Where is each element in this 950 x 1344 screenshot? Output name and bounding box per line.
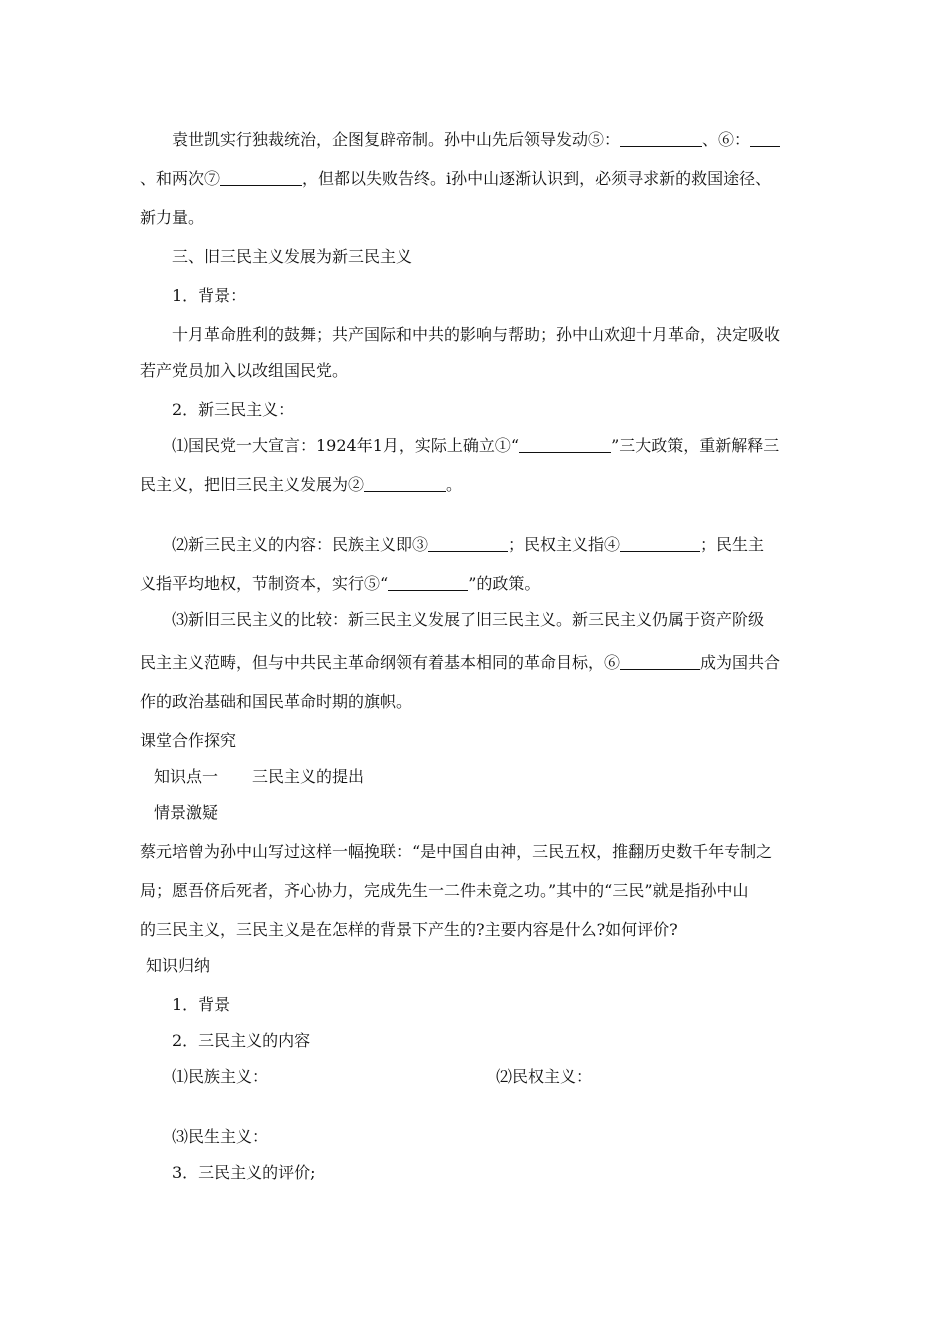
scene-line-2: 局；愿吾侪后死者，齐心协力，完成先生一二件未竟之功。”其中的“三民”就是指孙中山	[140, 881, 749, 900]
blank-2	[364, 475, 446, 492]
summary-item-1: 1．背景	[172, 995, 231, 1014]
text: ”的政策。	[468, 574, 541, 593]
sun-yatsen-line-3: 新力量。	[140, 208, 205, 227]
point-label: 知识点一	[154, 767, 219, 786]
new-principles-p1-line-1	[172, 436, 779, 456]
sun-yatsen-line-1	[172, 130, 780, 150]
text: ；民生主	[700, 535, 765, 554]
text: 、⑥：	[702, 130, 751, 149]
background-line-2: 若产党员加入以改组国民党。	[140, 361, 349, 380]
new-principles-title: 2．新三民主义：	[172, 400, 295, 419]
text: ⑴国民党一大宣言：1924年1月，实际上确立①“	[172, 436, 520, 455]
summary-item-2a: ⑴民族主义：	[172, 1067, 269, 1086]
text: 民主义，把旧三民主义发展为②	[140, 475, 365, 494]
text: ”三大政策，重新解释三	[611, 436, 780, 455]
new-principles-p3-line-3: 作的政治基础和国民革命时期的旗帜。	[140, 692, 413, 711]
blank-4	[620, 535, 700, 552]
text: ，但都以失败告终。i孙中山逐渐认识到，必须寻求新的救国途径、	[302, 169, 772, 188]
point-title: 三民主义的提出	[252, 767, 365, 786]
blank-3	[428, 535, 508, 552]
scene-line-3: 的三民主义，三民主义是在怎样的背景下产生的?主要内容是什么?如何评价?	[140, 920, 678, 939]
new-principles-p1-line-2	[140, 475, 462, 495]
text: 民主主义范畴，但与中共民主革命纲领有着基本相同的革命目标，⑥	[140, 653, 621, 672]
summary-item-2c: ⑶民生主义：	[172, 1127, 269, 1146]
classroom-title: 课堂合作探究	[140, 731, 237, 750]
new-principles-p3-line-1: ⑶新旧三民主义的比较：新三民主义发展了旧三民主义。新三民主义仍属于资产阶级	[172, 610, 765, 629]
background-title: 1．背景：	[172, 286, 247, 305]
text: ⑵新三民主义的内容：民族主义即③	[172, 535, 429, 554]
knowledge-point-1	[154, 767, 364, 787]
new-principles-p3-line-2	[140, 653, 780, 673]
scene-line-1: 蔡元培曾为孙中山写过这样一幅挽联：“是中国自由神，三民五权，推翻历史数千年专制之	[140, 842, 773, 861]
text: 。	[446, 475, 463, 494]
blank-6	[750, 130, 780, 147]
blank-1	[519, 436, 611, 453]
text: ；民权主义指④	[508, 535, 621, 554]
text: 袁世凯实行独裁统治，企图复辟帝制。孙中山先后领导发动⑤：	[172, 130, 621, 149]
new-principles-p2-line-1	[172, 535, 764, 555]
summary-item-2: 2．三民主义的内容	[172, 1031, 311, 1050]
text: 成为国共合	[700, 653, 781, 672]
background-line-1: 十月革命胜利的鼓舞；共产国际和中共的影响与帮助；孙中山欢迎十月革命，决定吸收	[172, 325, 781, 344]
new-principles-p2-line-2	[140, 574, 540, 594]
section-heading-three: 三、旧三民主义发展为新三民主义	[172, 247, 413, 266]
summary-heading: 知识归纳	[146, 956, 211, 975]
blank-6b	[620, 653, 700, 670]
text: 、和两次⑦	[140, 169, 221, 188]
blank-7	[220, 169, 302, 186]
sun-yatsen-line-2	[140, 169, 771, 189]
text: 义指平均地权，节制资本，实行⑤“	[140, 574, 389, 593]
scene-heading: 情景激疑	[154, 803, 219, 822]
summary-item-3: 3．三民主义的评价;	[172, 1163, 316, 1182]
blank-5	[620, 130, 702, 147]
summary-item-2b: ⑵民权主义：	[496, 1067, 593, 1086]
blank-5b	[388, 574, 468, 591]
